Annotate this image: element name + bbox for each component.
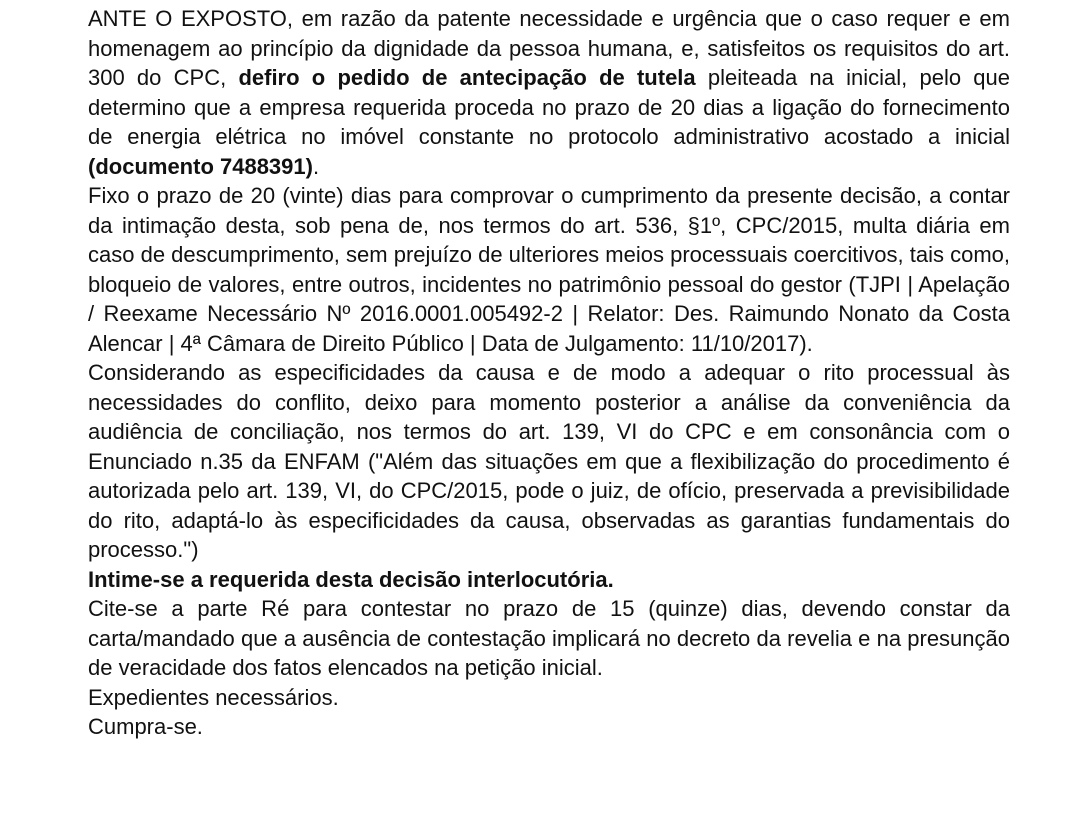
bold-document-reference: (documento 7488391) [88, 153, 313, 179]
paragraph-text: pleiteada na inicial, pelo que determino que a empresa requerida proceda no prazo de 20 dias a ligação do fornecimento de energia elétrica no imóvel constante no protocolo administrativo acostado a inicial [88, 65, 1011, 149]
paragraph-comply: Cumpra-se. [88, 714, 203, 739]
paragraph-text: . [312, 153, 320, 179]
paragraph-expedients: Expedientes necessários. [88, 684, 339, 710]
paragraph-hearing-consideration: Considerando as especificidades da causa e de modo a adequar o rito processual às necessidades do conflito, deixo para momento posterior a análise da conveniência da audiência de conciliação, nos termos do art. 139, VI do CPC e em consonância com o Enunciado n.35 da ENFAM ("Além das situações em que a flexibilização do procedimento é autorizada pelo art. 139, VI, do CPC/2015, pode o juiz, de ofício, preservada a previsibilidade do rito, adaptá-lo às especificidades da causa, observadas as garantias fundamentais do processo.") [88, 360, 1010, 562]
paragraph-citation: Cite-se a parte Ré para contestar no prazo de 15 (quinze) dias, devendo constar da carta/mandado que a ausência de contestação implicará no decreto da revelia e na presunção de veracidade dos fatos elencados na petição inicial. [88, 596, 1010, 680]
bold-grant-injunction: defiro o pedido de antecipação de tutela [238, 65, 696, 90]
paragraph-summon-order: Intime-se a requerida desta decisão interlocutória. [88, 566, 614, 592]
paragraph-ante-o-exposto [88, 4, 1010, 181]
paragraph-text: ANTE O EXPOSTO, em razão da patente necessidade e urgência que o caso requer e em homenagem ao princípio da dignidade da pessoa humana, e, satisfeitos os requisitos do art. 300 do CPC, [88, 6, 1010, 90]
paragraph-deadline-fine: Fixo o prazo de 20 (vinte) dias para comprovar o cumprimento da presente decisão, a contar da intimação desta, sob pena de, nos termos do art. 536, §1º, CPC/2015, multa diária em caso de descumprimento, sem prejuízo de ulteriores meios processuais coercitivos, tais como, bloqueio de valores, entre outros, incidentes no patrimônio pessoal do gestor (TJPI | Apelação / Reexame Necessário Nº 2016.0001.005492-2 | Relator: Des. Raimundo Nonato da Costa Alencar | 4ª Câmara de Direito Público | Data de Julgamento: 11/10/2017). [88, 183, 1010, 356]
decision-document [88, 4, 1010, 742]
